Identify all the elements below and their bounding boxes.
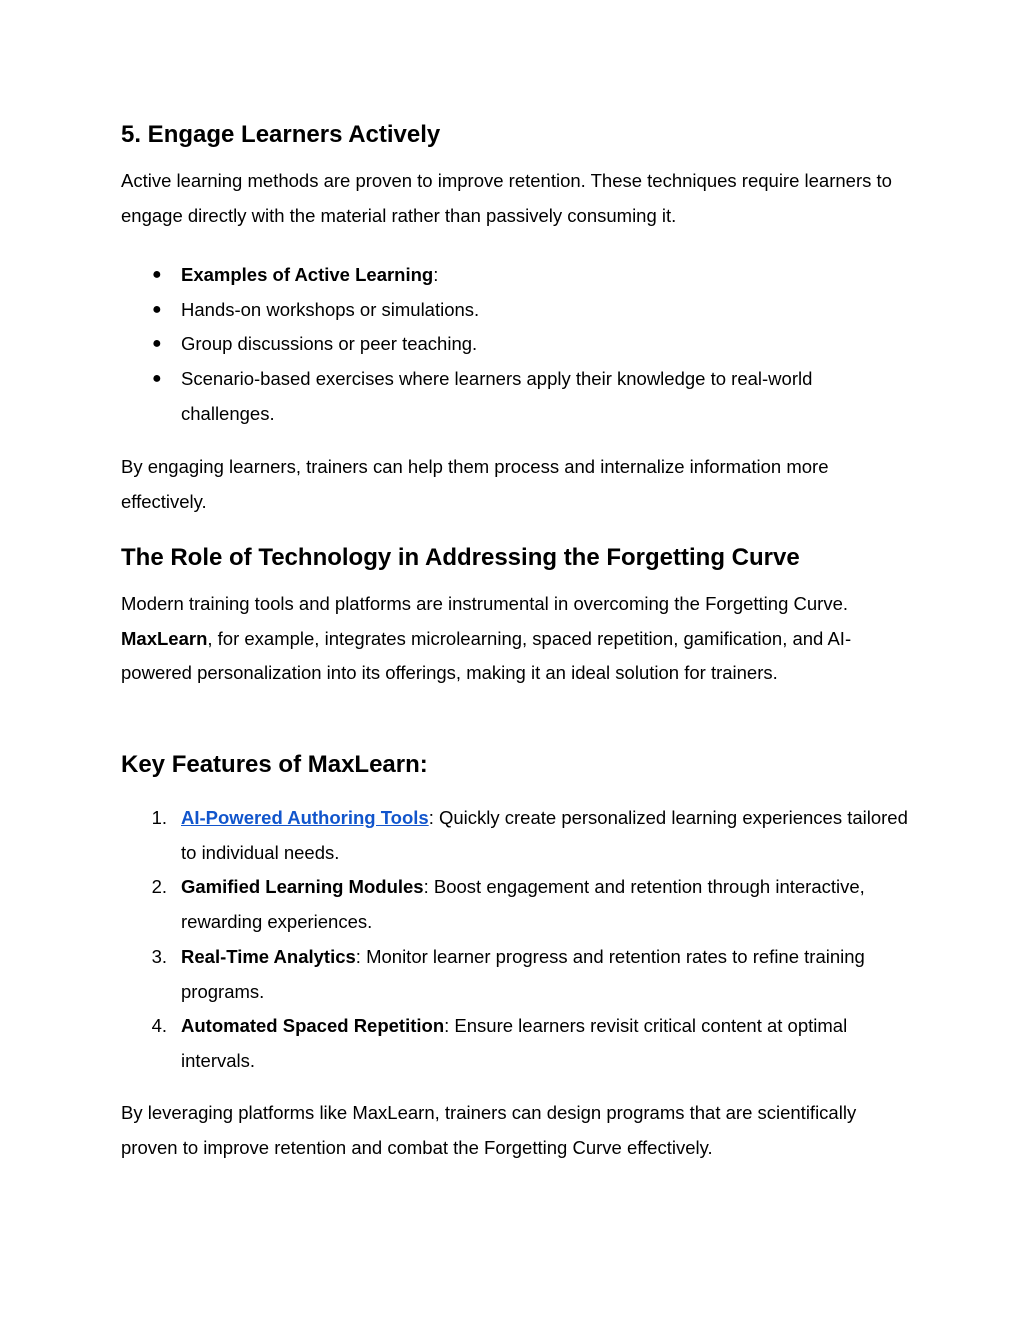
paragraph-technology-intro xyxy=(121,587,906,691)
bullet-item xyxy=(121,362,911,431)
bullet-text: Scenario-based exercises where learners apply their knowledge to real-world challenges. xyxy=(181,368,813,424)
bullet-item xyxy=(121,258,911,293)
feature-list-item xyxy=(121,801,911,870)
bullet-item xyxy=(121,293,911,328)
bullet-icon: ● xyxy=(152,266,162,283)
feature-list-item xyxy=(121,870,911,939)
list-number: 1. xyxy=(151,807,167,828)
section-heading-engage-learners: 5. Engage Learners Actively xyxy=(121,121,441,148)
feature-label: Real-Time Analytics xyxy=(181,945,356,967)
feature-label: Automated Spaced Repetition xyxy=(181,1015,445,1037)
feature-description: : Ensure learners revisit critical content at optimal intervals. xyxy=(181,1015,848,1071)
section-heading-role-of-technology: The Role of Technology in Addressing the Forgetting Curve xyxy=(121,544,800,571)
bullet-icon: ● xyxy=(152,300,162,318)
bullet-text: : xyxy=(433,264,439,285)
feature-label: Gamified Learning Modules xyxy=(181,876,424,898)
feature-list-item xyxy=(121,1009,911,1078)
paragraph-text: , for example, integrates microlearning, spaced repetition, gamification, and AI-powered personalization into its offerings, making it an ideal solution for trainers. xyxy=(121,627,852,684)
paragraph-closing: By leveraging platforms like MaxLearn, trainers can design programs that are scientifically proven to improve retention and combat the Forgetting Curve effectively. xyxy=(121,1102,857,1158)
bullet-icon: ● xyxy=(152,370,162,388)
bullet-text: Group discussions or peer teaching. xyxy=(181,333,478,355)
paragraph-text: Modern training tools and platforms are instrumental in overcoming the Forgetting Curve. xyxy=(121,593,848,614)
bullet-text: Hands-on workshops or simulations. xyxy=(181,298,480,320)
list-number: 3. xyxy=(151,945,167,967)
feature-description: : Monitor learner progress and retention rates to refine training programs. xyxy=(181,945,865,1002)
key-features-numbered-list xyxy=(121,801,911,1079)
list-number: 2. xyxy=(151,876,167,898)
paragraph-engaging-learners-outro: By engaging learners, trainers can help them process and internalize information more effectively. xyxy=(121,456,829,512)
bullet-bold-label: Examples of Active Learning xyxy=(181,264,434,285)
feature-description: : Quickly create personalized learning experiences tailored to individual needs. xyxy=(181,807,908,863)
section-heading-key-features: Key Features of MaxLearn: xyxy=(121,751,428,778)
bullet-item xyxy=(121,327,911,362)
feature-list-item xyxy=(121,940,911,1009)
feature-description: : Boost engagement and retention through interactive, rewarding experiences. xyxy=(181,876,865,933)
bullet-icon: ● xyxy=(152,335,162,353)
paragraph-active-learning-intro: Active learning methods are proven to improve retention. These techniques require learners to engage directly with the material rather than passively consuming it. xyxy=(121,170,892,226)
list-number: 4. xyxy=(151,1015,167,1037)
ai-powered-authoring-tools-link[interactable]: AI-Powered Authoring Tools xyxy=(181,807,429,828)
active-learning-bullet-list xyxy=(121,258,911,432)
maxlearn-bold-text: MaxLearn xyxy=(121,627,208,649)
